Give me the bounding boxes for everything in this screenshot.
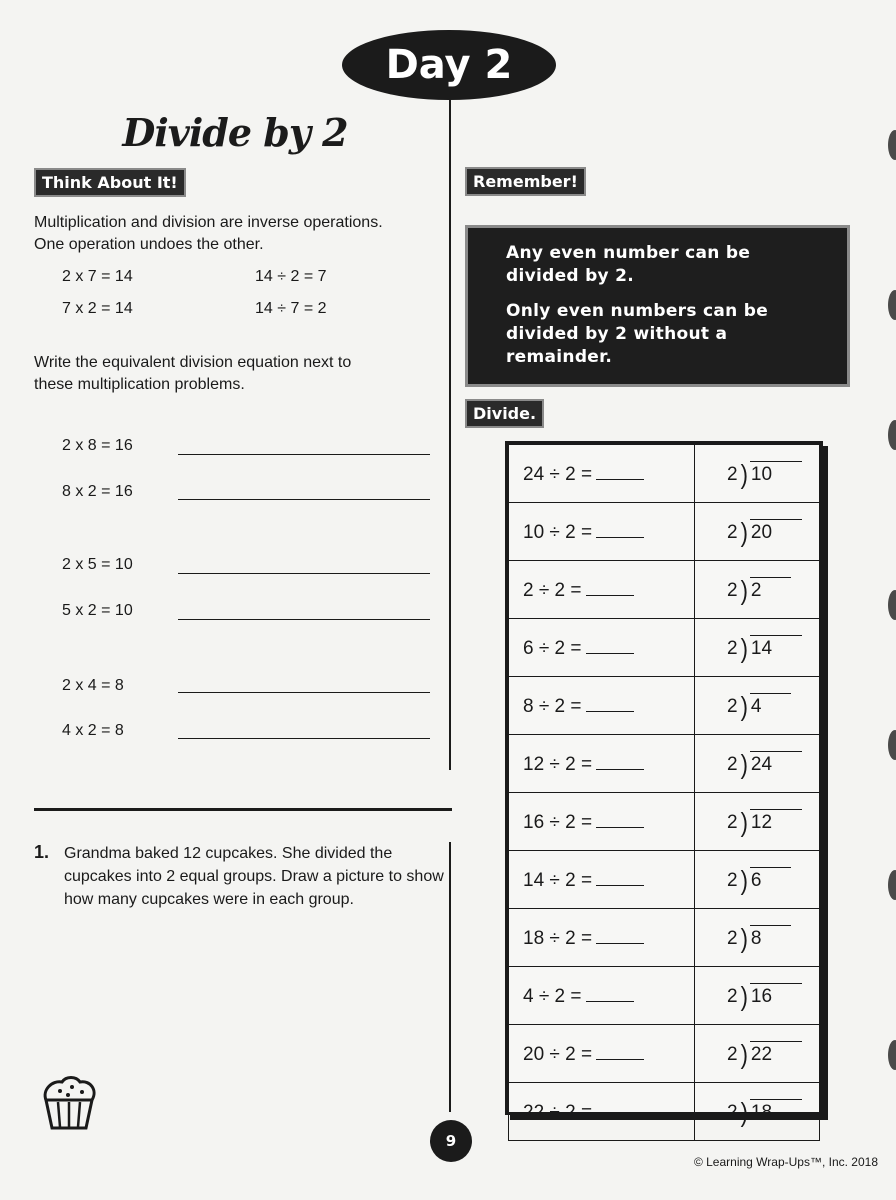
problem-2: 8 x 2 = 16 — [62, 483, 133, 500]
division-bracket: ) — [740, 575, 748, 606]
division-equation: 18 ÷ 2 = — [523, 928, 593, 949]
problem-1: 2 x 8 = 16 — [62, 437, 133, 454]
division-equation: 20 ÷ 2 = — [523, 1044, 593, 1065]
example-mult-2: 7 x 2 = 14 — [62, 300, 133, 317]
division-bracket: ) — [740, 807, 748, 838]
division-equation: 24 ÷ 2 = — [523, 464, 593, 485]
divisor: 2 — [727, 986, 738, 1007]
division-bracket: ) — [740, 1039, 748, 1070]
division-equation: 10 ÷ 2 = — [523, 522, 593, 543]
dividend[interactable]: 10 — [750, 461, 802, 486]
binder-hole — [888, 1040, 896, 1070]
divisor: 2 — [727, 1102, 738, 1123]
division-equation-cell — [509, 735, 695, 793]
long-division-cell — [695, 909, 820, 967]
problem-5: 2 x 4 = 8 — [62, 677, 124, 694]
division-equation-cell — [509, 1083, 695, 1141]
question-text: Grandma baked 12 cupcakes. She divided the cupcakes into 2 equal groups. Draw a picture to show how many cupcakes were in each group. — [64, 845, 444, 908]
division-equation: 4 ÷ 2 = — [523, 986, 582, 1007]
long-division-cell — [695, 793, 820, 851]
day-badge — [342, 30, 556, 100]
binder-hole — [888, 870, 896, 900]
division-bracket: ) — [740, 691, 748, 722]
answer-line-5[interactable] — [178, 692, 430, 693]
dividend[interactable]: 8 — [750, 925, 792, 950]
question-number: 1. — [34, 842, 50, 862]
long-division — [727, 923, 791, 954]
division-equation-cell — [509, 967, 695, 1025]
page-number — [430, 1120, 472, 1162]
equation-answer-blank[interactable] — [596, 925, 644, 944]
remember-line-2: Only even numbers can be divided by 2 without a remainder. — [506, 301, 769, 367]
division-equation: 6 ÷ 2 = — [523, 638, 582, 659]
column-divider-lower — [449, 842, 451, 1112]
page-number-label: 9 — [445, 1132, 457, 1150]
division-equation: 14 ÷ 2 = — [523, 870, 593, 891]
division-equation-cell — [509, 909, 695, 967]
think-about-it-tag: Think About It! — [34, 168, 186, 197]
problem-3: 2 x 5 = 10 — [62, 556, 133, 573]
divisor: 2 — [727, 870, 738, 891]
dividend[interactable]: 24 — [750, 751, 802, 776]
divisor: 2 — [727, 1044, 738, 1065]
long-division-cell — [695, 1025, 820, 1083]
long-division — [727, 691, 791, 722]
divide-row — [509, 1083, 820, 1141]
division-equation-cell — [509, 1025, 695, 1083]
division-equation-cell — [509, 793, 695, 851]
problem-4: 5 x 2 = 10 — [62, 602, 133, 619]
answer-line-4[interactable] — [178, 619, 430, 620]
dividend[interactable]: 16 — [750, 983, 802, 1008]
divisor: 2 — [727, 638, 738, 659]
column-divider — [449, 100, 451, 770]
division-equation-cell — [509, 851, 695, 909]
answer-line-3[interactable] — [178, 573, 430, 574]
instruction-line-2: these multiplication problems. — [34, 376, 245, 393]
divisor: 2 — [727, 522, 738, 543]
long-division-cell — [695, 1083, 820, 1141]
dividend[interactable]: 14 — [750, 635, 802, 660]
instruction-text — [34, 352, 351, 396]
example-div-2: 14 ÷ 7 = 2 — [255, 300, 327, 317]
divisor: 2 — [727, 464, 738, 485]
long-division — [727, 807, 802, 838]
equation-answer-blank[interactable] — [596, 867, 644, 886]
answer-line-2[interactable] — [178, 499, 430, 500]
division-bracket: ) — [740, 1097, 748, 1128]
divisor: 2 — [727, 580, 738, 601]
divide-table — [508, 444, 820, 1141]
division-bracket: ) — [740, 981, 748, 1012]
division-bracket: ) — [740, 749, 748, 780]
long-division-cell — [695, 503, 820, 561]
division-equation-cell — [509, 503, 695, 561]
answer-line-1[interactable] — [178, 454, 430, 455]
day-label: Day 2 — [385, 42, 513, 88]
intro-line-1: Multiplication and division are inverse operations. — [34, 214, 383, 231]
equation-answer-blank[interactable] — [596, 461, 644, 480]
equation-answer-blank[interactable] — [596, 751, 644, 770]
division-equation-cell — [509, 677, 695, 735]
long-division-cell — [695, 967, 820, 1025]
divisor: 2 — [727, 928, 738, 949]
divide-row — [509, 1025, 820, 1083]
equation-answer-blank[interactable] — [596, 1041, 644, 1060]
binder-hole — [888, 290, 896, 320]
remember-tag: Remember! — [465, 167, 586, 196]
divisor: 2 — [727, 754, 738, 775]
dividend[interactable]: 20 — [750, 519, 802, 544]
equation-answer-blank[interactable] — [586, 635, 634, 654]
division-bracket: ) — [740, 517, 748, 548]
long-division — [727, 981, 802, 1012]
long-division — [727, 865, 791, 896]
remember-line-1: Any even number can be divided by 2. — [506, 243, 751, 286]
division-equation: 2 ÷ 2 = — [523, 580, 582, 601]
divide-row — [509, 677, 820, 735]
long-division — [727, 575, 791, 606]
divisor: 2 — [727, 812, 738, 833]
divide-grid — [505, 441, 823, 1128]
divide-row — [509, 909, 820, 967]
answer-line-6[interactable] — [178, 738, 430, 739]
divide-row — [509, 735, 820, 793]
instruction-line-1: Write the equivalent division equation next to — [34, 354, 352, 371]
dividend[interactable]: 22 — [750, 1041, 802, 1066]
divide-row — [509, 793, 820, 851]
long-division — [727, 633, 802, 664]
binder-hole — [888, 730, 896, 760]
long-division-cell — [695, 445, 820, 503]
equation-answer-blank[interactable] — [586, 693, 634, 712]
cupcake-icon — [38, 1074, 100, 1132]
division-equation-cell — [509, 445, 695, 503]
long-division-cell — [695, 619, 820, 677]
divide-row — [509, 851, 820, 909]
binder-hole — [888, 130, 896, 160]
long-division-cell — [695, 735, 820, 793]
page-title: Divide by 2 — [122, 110, 348, 155]
dividend[interactable]: 18 — [750, 1099, 802, 1124]
section-divider — [34, 808, 452, 811]
intro-text — [34, 212, 383, 256]
division-equation: 12 ÷ 2 = — [523, 754, 593, 775]
dividend[interactable]: 2 — [750, 577, 792, 602]
long-division-cell — [695, 851, 820, 909]
binder-hole — [888, 420, 896, 450]
division-equation: 16 ÷ 2 = — [523, 812, 593, 833]
division-equation-cell — [509, 561, 695, 619]
problem-6: 4 x 2 = 8 — [62, 722, 124, 739]
example-div-1: 14 ÷ 2 = 7 — [255, 268, 327, 285]
long-division-cell — [695, 677, 820, 735]
division-bracket: ) — [740, 865, 748, 896]
dividend[interactable]: 4 — [750, 693, 792, 718]
long-division-cell — [695, 561, 820, 619]
divide-row — [509, 445, 820, 503]
division-equation: 22 ÷ 2 = — [523, 1102, 593, 1123]
copyright: © Learning Wrap-Ups™, Inc. 2018 — [693, 1155, 878, 1169]
divide-row — [509, 503, 820, 561]
divide-tag: Divide. — [465, 399, 544, 428]
division-bracket: ) — [740, 923, 748, 954]
binder-hole — [888, 590, 896, 620]
divide-row — [509, 967, 820, 1025]
long-division — [727, 1039, 802, 1070]
equation-answer-blank[interactable] — [596, 1099, 644, 1118]
long-division — [727, 1097, 802, 1128]
division-equation-cell — [509, 619, 695, 677]
equation-answer-blank[interactable] — [586, 577, 634, 596]
division-equation: 8 ÷ 2 = — [523, 696, 582, 717]
dividend[interactable]: 6 — [750, 867, 792, 892]
division-bracket: ) — [740, 633, 748, 664]
long-division — [727, 749, 802, 780]
division-bracket: ) — [740, 459, 748, 490]
long-division — [727, 517, 802, 548]
divide-row — [509, 561, 820, 619]
equation-answer-blank[interactable] — [596, 519, 644, 538]
divide-row — [509, 619, 820, 677]
equation-answer-blank[interactable] — [586, 983, 634, 1002]
divisor: 2 — [727, 696, 738, 717]
example-mult-1: 2 x 7 = 14 — [62, 268, 133, 285]
long-division — [727, 459, 802, 490]
intro-line-2: One operation undoes the other. — [34, 236, 264, 253]
equation-answer-blank[interactable] — [596, 809, 644, 828]
remember-box — [465, 225, 850, 387]
dividend[interactable]: 12 — [750, 809, 802, 834]
